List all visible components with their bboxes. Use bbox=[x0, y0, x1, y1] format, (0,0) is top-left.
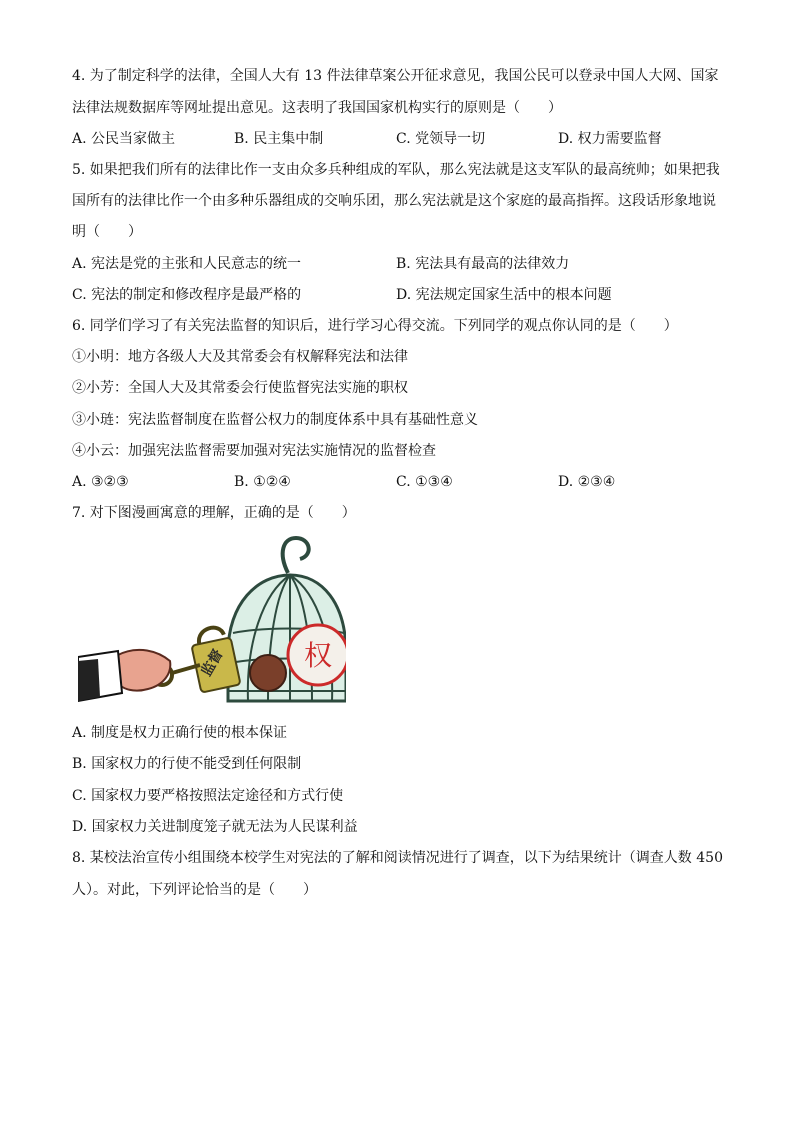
q5-option-d: D. 宪法规定国家生活中的根本问题 bbox=[396, 287, 612, 303]
cartoon-power-in-cage bbox=[78, 533, 346, 717]
q6-option-c: C. ①③④ bbox=[396, 474, 453, 490]
q5-option-c: C. 宪法的制定和修改程序是最严格的 bbox=[72, 287, 302, 303]
power-ball-label: 权 bbox=[303, 639, 333, 672]
q7-stem: 7. 对下图漫画寓意的理解，正确的是（ ） bbox=[72, 505, 356, 521]
q6-view-1: ①小明：地方各级人大及其常委会有权解释宪法和法律 bbox=[72, 349, 408, 365]
q5-stem-line3: 明（ ） bbox=[72, 224, 142, 240]
q4-option-c: C. 党领导一切 bbox=[396, 131, 486, 147]
q6-option-b: B. ①②④ bbox=[234, 474, 291, 490]
dark-ball bbox=[250, 655, 286, 691]
q6-stem: 6. 同学们学习了有关宪法监督的知识后，进行学习心得交流。下列同学的观点你认同的是（ ） bbox=[72, 318, 678, 334]
q6-view-4: ④小云：加强宪法监督需要加强对宪法实施情况的监督检查 bbox=[72, 443, 436, 459]
q7-option-d: D. 国家权力关进制度笼子就无法为人民谋利益 bbox=[72, 819, 358, 835]
q6-view-3: ③小琏：宪法监督制度在监督公权力的制度体系中具有基础性意义 bbox=[72, 412, 478, 428]
q4-option-d: D. 权力需要监督 bbox=[558, 131, 662, 147]
q4-stem-line1: 4. 为了制定科学的法律，全国人大有 13 件法律草案公开征求意见，我国公民可以登录中国人大网、国家 bbox=[72, 68, 719, 84]
q4-option-a: A. 公民当家做主 bbox=[72, 131, 176, 147]
cage-hook bbox=[283, 538, 309, 573]
q5-option-a: A. 宪法是党的主张和人民意志的统一 bbox=[72, 256, 302, 272]
q7-option-c: C. 国家权力要严格按照法定途径和方式行使 bbox=[72, 788, 344, 804]
q6-option-d: D. ②③④ bbox=[558, 474, 616, 490]
sleeve bbox=[78, 659, 100, 701]
q8-stem-line1: 8. 某校法治宣传小组围绕本校学生对宪法的了解和阅读情况进行了调查，以下为结果统计（调查人数 450 bbox=[72, 850, 723, 866]
q4-option-b: B. 民主集中制 bbox=[234, 131, 324, 147]
q5-stem-line2: 国所有的法律比作一个由多种乐器组成的交响乐团，那么宪法就是这个家庭的最高指挥。这段话形象地说 bbox=[72, 193, 716, 209]
q4-stem-line2: 法律法规数据库等网址提出意见。这表明了我国国家机构实行的原则是（ ） bbox=[72, 100, 562, 116]
q7-option-b: B. 国家权力的行使不能受到任何限制 bbox=[72, 756, 302, 772]
q6-view-2: ②小芳：全国人大及其常委会行使监督宪法实施的职权 bbox=[72, 380, 408, 396]
q5-stem-line1: 5. 如果把我们所有的法律比作一支由众多兵种组成的军队，那么宪法就是这支军队的最高统帅；如果把我 bbox=[72, 162, 720, 178]
q5-option-b: B. 宪法具有最高的法律效力 bbox=[396, 256, 570, 272]
q8-stem-line2: 人）。对此，下列评论恰当的是（ ） bbox=[72, 882, 317, 898]
padlock-label: 监督 bbox=[198, 646, 227, 680]
q7-option-a: A. 制度是权力正确行使的根本保证 bbox=[72, 725, 288, 741]
q6-option-a: A. ③②③ bbox=[72, 474, 129, 490]
